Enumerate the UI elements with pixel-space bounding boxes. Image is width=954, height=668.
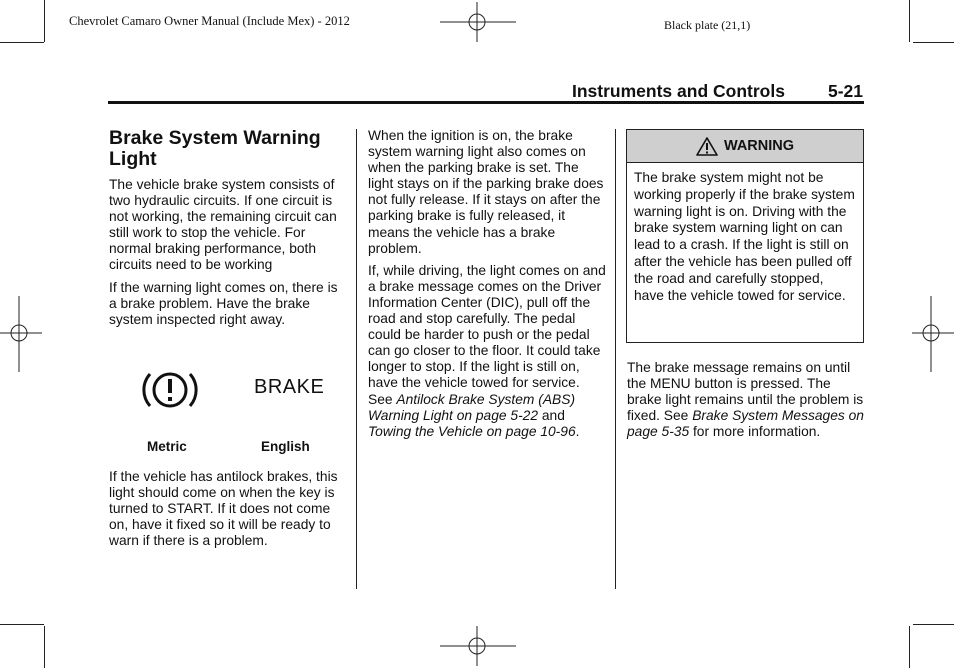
cross-reference: Brake System Messages on page 5-35 [627,408,864,440]
brake-warning-symbol-icon [141,366,199,414]
warning-box [626,129,864,343]
registration-mark-left [0,296,42,372]
column-2 [368,128,606,446]
section-title: Instruments and Controls [572,81,785,101]
column-1-top [109,177,341,334]
header-rule [108,101,864,104]
registration-mark-right [912,296,954,372]
paragraph: The vehicle brake system consists of two hydraulic circuits. If one circuit is not working, the remaining circuit can still work to stop the vehicle. For normal braking performance, both circuits need to be working [109,177,337,273]
page-heading: Brake System Warning Light [109,127,321,170]
english-caption: English [261,439,310,454]
warning-header [627,130,863,163]
paragraph: If, while driving, the light comes on and a brake message comes on the Driver Information Center (DIC), pull off the road and stop carefully. The pedal could be harder to push or the pedal can go closer to the floor. It could take longer to stop. If the light is still on, have the vehicle towed for service. See Antilock Brake System (ABS) Warning Light on page 5-22 and Towing the Vehicle on page 10-96. [368,262,606,439]
cross-reference: Towing the Vehicle on page 10-96 [368,423,576,439]
registration-mark-top [440,2,516,42]
column-1-bottom [109,469,341,555]
registration-mark-bottom [440,626,516,666]
page-number: 5-21 [828,81,864,101]
paragraph: The brake message remains on until the MENU button is pressed. The brake light remains until the problem is fixed. See Brake System Messages on page 5-35 for more information. [627,360,864,440]
paragraph: When the ignition is on, the brake system warning light also comes on when the parking brake is set. The light stays on if the parking brake does not fully release. If it stays on after the parking brake is fully released, it means the vehicle has a brake problem. [368,128,604,256]
warning-text: The brake system might not be working properly if the brake system warning light is on. Driving with the brake system warning light on can lead to a crash. If the light is still on after the vehicle has been pulled off the road and carefully stopped, have the vehicle towed for service. [634,170,855,303]
paragraph: If the warning light comes on, there is a brake problem. Have the brake system inspected right away. [109,279,338,327]
plate-label: Black plate (21,1) [664,18,751,32]
column-3 [627,360,867,446]
cross-reference: Antilock Brake System (ABS) Warning Light on page 5-22 [368,391,576,423]
column-divider [615,129,616,589]
warning-triangle-icon [696,137,718,156]
warning-label: WARNING [723,138,795,154]
metric-caption: Metric [147,439,187,454]
paragraph: If the vehicle has antilock brakes, this light should come on when the key is turned to START. If it does not come on, have it fixed so it will be ready to warn if there is a problem. [109,469,338,549]
manual-title: Chevrolet Camaro Owner Manual (Include Mex) - 2012 [69,14,350,28]
column-divider [356,129,357,589]
brake-text-symbol: BRAKE [254,376,325,398]
